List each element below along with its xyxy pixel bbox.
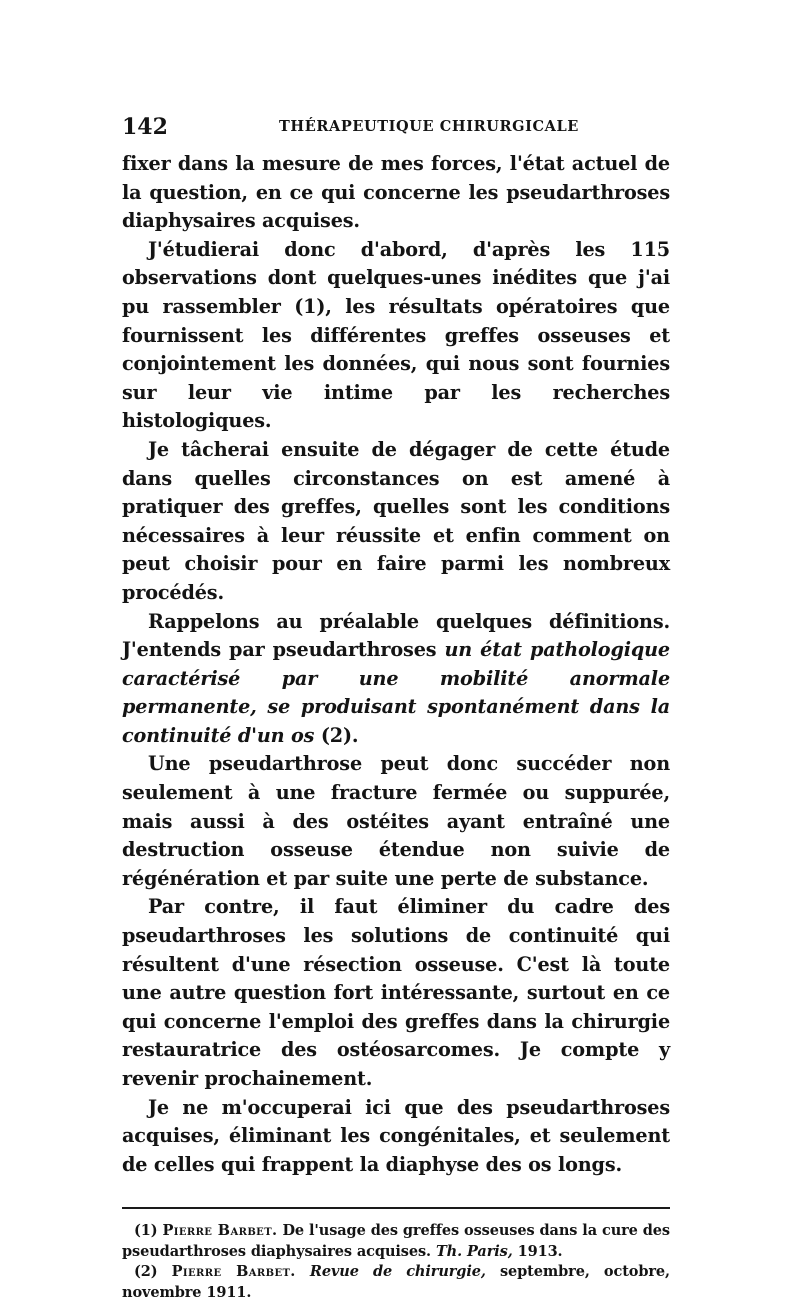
footnote-text: De l'usage des greffes osseuses dans la cure des pseudarthroses diaphysaires acquises. [122,1222,670,1260]
footnote-italic: Revue de chirurgie, [309,1263,486,1281]
definition-italic: un état pathologique caractérisé par une mobilité anormale permanente, se produisant spontanément dans la continuité d'un os [122,638,670,747]
footnote [122,1221,670,1262]
paragraph-text: Rappelons au préalable quelques définitions. J'entends par pseudarthroses [122,609,670,662]
paragraph: J'étudierai donc d'abord, d'après les 115 observations dont quelques-unes inédites que j'ai pu rassembler (1), les résultats opératoires que fournissent les différentes greffes osseuses et conjointement les données, qui nous sont fournies sur leur vie intime par les recherches histologiques. [122,237,670,433]
body-text [122,150,670,1179]
running-head [122,112,670,142]
footnote-rule [122,1207,670,1209]
footnotes [122,1221,670,1303]
footnote-author: Pierre Barbet. [171,1263,296,1281]
paragraph: fixer dans la mesure de mes forces, l'état actuel de la question, en ce qui concerne les pseudarthroses diaphysaires acquises. [122,152,670,233]
paragraph: Par contre, il faut éliminer du cadre des pseudarthroses les solutions de continuité qui résultent d'une résection osseuse. C'est là toute une autre question fort intéressante, surtout en ce qui concerne l'emploi des greffes dans la chirurgie restauratrice des ostéosarcomes. Je compte y revenir prochainement. [122,895,670,1090]
footnote-marker: (1) [134,1222,158,1240]
footnote-text [296,1263,310,1280]
footnote-text: 1913. [512,1242,563,1260]
paragraph-definition [122,608,670,751]
footnote-ref: (2). [314,723,359,747]
paragraph: Une pseudarthrose peut donc succéder non seulement à une fracture fermée ou suppurée, mais aussi à des ostéites ayant entraîné une destruction osseuse étendue non suivie de régénération et par suite une perte de substance. [122,752,670,890]
running-title: THÉRAPEUTIQUE CHIRURGICALE [279,118,579,135]
page-number: 142 [122,114,168,140]
footnote-marker: (2) [134,1263,158,1281]
paragraph: Je ne m'occuperai ici que des pseudarthroses acquises, éliminant les congénitales, et seulement de celles qui frappent la diaphyse des os longs. [122,1095,670,1176]
footnote-text: septembre, octobre, novembre 1911. [122,1263,671,1301]
footnote-italic: Th. Paris, [435,1242,513,1260]
footnote-author: Pierre Barbet. [162,1222,278,1240]
paragraph: Je tâcherai ensuite de dégager de cette étude dans quelles circonstances on est amené à pratiquer des greffes, quelles sont les conditions nécessaires à leur réussite et enfin comment on peut choisir pour en faire parmi les nombreux procédés. [122,437,670,604]
book-page [122,112,670,1303]
footnote [122,1262,670,1303]
